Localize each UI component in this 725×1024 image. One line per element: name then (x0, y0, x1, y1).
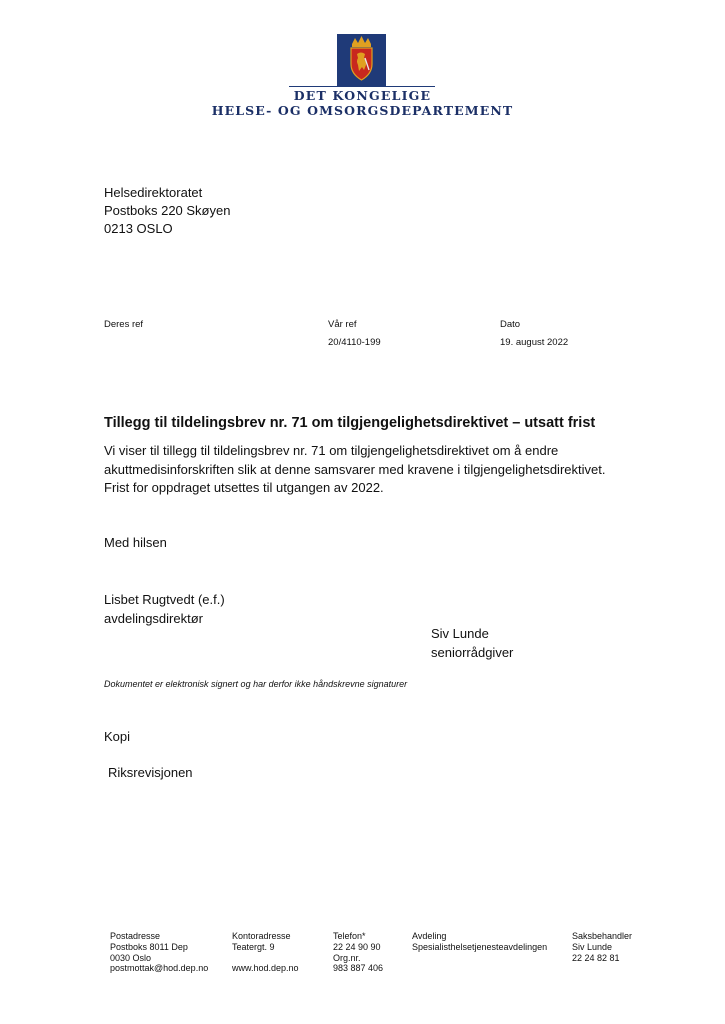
body-line: Vi viser til tillegg til tildelingsbrev nr. 71 om tilgjengelighetsdirektivet om å endre (104, 443, 559, 458)
signer-name: Siv Lunde (431, 626, 489, 641)
footer-heading: Telefon* (333, 931, 366, 941)
footer-heading: Kontoradresse (232, 931, 291, 941)
signer-title: avdelingsdirektør (104, 611, 203, 626)
footer-line: 0030 Oslo (110, 952, 152, 963)
footer-heading: Postadresse (110, 931, 161, 941)
footer-telefon (333, 931, 383, 974)
footer-line: Siv Lunde (572, 941, 613, 952)
footer-website: www.hod.dep.no (232, 963, 299, 974)
recipient-address (104, 184, 230, 238)
footer-line: Spesialisthelsetjenesteavdelingen (412, 941, 548, 952)
letterhead (0, 34, 725, 124)
var-ref-label: Vår ref (328, 319, 357, 330)
signature-note: Dokumentet er elektronisk signert og har derfor ikke håndskrevne signaturer (104, 679, 408, 689)
body-line: Frist for oppdraget utsettes til utgangen av 2022. (104, 480, 384, 495)
recipient-postal: 0213 OSLO (104, 221, 173, 236)
footer-line: Postboks 8011 Dep (110, 941, 188, 952)
greeting: Med hilsen (104, 535, 167, 550)
letter-body (104, 442, 664, 498)
copy-label: Kopi (104, 729, 131, 744)
ministry-name-line1: DET KONGELIGE (293, 88, 432, 103)
signer-name: Lisbet Rugtvedt (e.f.) (104, 592, 225, 607)
date-label: Dato (500, 319, 521, 330)
footer-postadresse (110, 931, 208, 974)
date-value: 19. august 2022 (500, 337, 569, 348)
footer-line: 22 24 82 81 (572, 952, 620, 963)
signer-title: seniorrådgiver (431, 645, 514, 660)
coat-of-arms-icon (337, 34, 386, 86)
footer-line: Teatergt. 9 (232, 941, 275, 952)
footer-heading: Saksbehandler (572, 931, 633, 941)
deres-ref-label: Deres ref (104, 319, 144, 330)
recipient-name: Helsedirektoratet (104, 185, 203, 200)
body-line: akuttmedisinforskriften slik at denne samsvarer med kravene i tilgjengelighetsdirektivet. (104, 461, 606, 477)
var-ref-value: 20/4110-199 (328, 337, 381, 348)
letterhead-rule (289, 86, 435, 87)
signature-1 (104, 590, 225, 628)
footer-email: postmottak@hod.dep.no (110, 963, 209, 974)
footer-kontoradresse (232, 931, 299, 974)
letter-title: Tillegg til tildelingsbrev nr. 71 om tilgjengelighetsdirektivet – utsatt frist (104, 415, 596, 431)
footer-line: 983 887 406 (333, 963, 384, 974)
footer-avdeling (412, 931, 547, 953)
footer-line: 22 24 90 90 (333, 941, 381, 952)
signature-2 (431, 624, 513, 662)
recipient-street: Postboks 220 Skøyen (104, 203, 231, 218)
footer-heading: Avdeling (412, 931, 447, 941)
footer-line (232, 953, 299, 964)
ministry-name-line2: HELSE- OG OMSORGSDEPARTEMENT (211, 103, 514, 118)
footer-line: Org.nr. (333, 952, 361, 963)
copy-recipient: Riksrevisjonen (108, 765, 193, 780)
footer-saksbehandler (572, 931, 632, 963)
